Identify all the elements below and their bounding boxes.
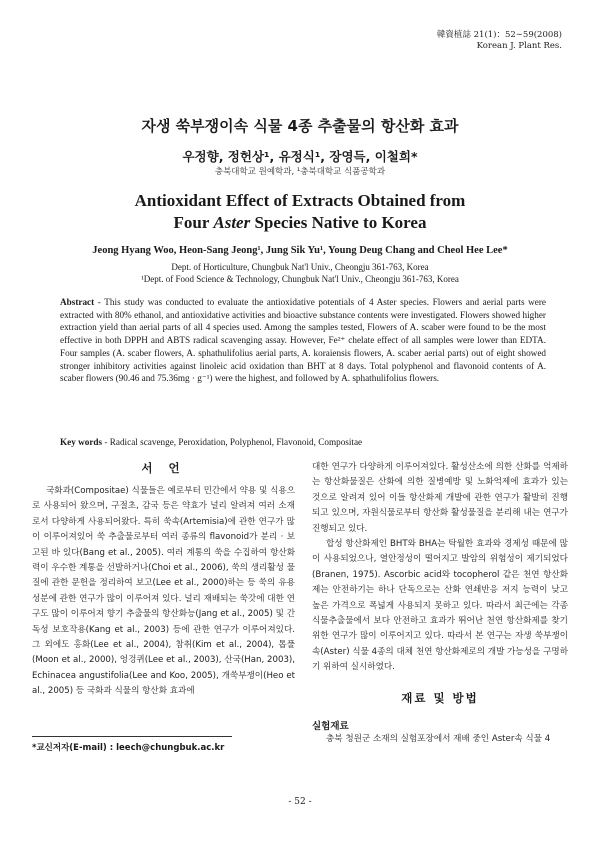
- english-affiliation-1: Dept. of Horticulture, Chungbuk Nat'l Univ., Cheongju 361-763, Korea: [171, 262, 429, 272]
- english-title-pre: Four: [173, 213, 214, 232]
- materials-paragraph-1: 충북 청원군 소재의 실험포장에서 재배 중인 Aster속 식물 4: [326, 733, 551, 744]
- corresponding-author-footnote: *교신저자(E-mail) : leech@chungbuk.ac.kr: [32, 743, 225, 753]
- english-title-italic: Aster: [213, 213, 251, 232]
- keywords-text: - Radical scavenge, Peroxidation, Polyphenol, Flavonoid, Compositae: [102, 437, 363, 447]
- journal-info: [437, 30, 562, 52]
- materials-text: [312, 732, 568, 747]
- korean-affiliation: 충북대학교 원예학과, ¹충북대학교 식품공학과: [214, 167, 386, 177]
- page-number: - 52 -: [288, 797, 312, 807]
- section-introduction-heading: 서 언: [141, 461, 186, 475]
- keywords: [60, 436, 546, 448]
- english-authors: Jeong Hyang Woo, Heon-Sang Jeong¹, Jung Sik Yu¹, Young Deug Chang and Cheol Hee Lee*: [92, 245, 508, 256]
- abstract-text: - This study was conducted to evaluate the antioxidative potentials of 4 Aster species. Flowers and aerial parts were extracted with 80% ethanol, and antioxidative activities and bioactive substance contents were investigated. Flowers showed higher extraction yield than aerial parts of all 4 species used. Among the samples tested, Flowers of A. scaber were found to be the most effective in both DPPH and ABTS radical scavenging assay. However, Fe²⁺ chelate effect of all samples were lower than EDTA. Four samples (A. scaber flowers, A. sphathulifolius aerial parts, A. koraiensis flowers, A. scaber aerial parts) out of eight showed stronger inhibitory activities against linoleic acid oxidation than BHT at 8 days. Total polyphenol and flavonoid contents of A. scaber flowers (90.46 and 75.36mg · g⁻¹) were the highest, and followed by A. sphathulifolius flowers.: [60, 297, 546, 384]
- left-column-text: [32, 484, 295, 700]
- english-title: [0, 190, 600, 234]
- english-title-line2: [0, 212, 600, 234]
- left-column: [32, 460, 295, 700]
- intro-paragraph-3: 합성 항산화제인 BHT와 BHA는 탁월한 효과와 경제성 때문에 많이 사용되었으나, 열안정성이 떨어지고 발암의 위험성이 제기되었다(Branen, 1975). Ascorbic acid와 tocopherol 같은 천연 항산화제는 안전하기는 하나 단독으로는 산화 연쇄반응 저지 능력이 낮고 높은 가격으로 폭넓게 사용되지 못하고 있다. 따라서 최근에는 각종 식물추출물에서 보다 안전하고 효과가 뛰어난 천연 항산화제를 찾기 위한 연구가 많이 이루어지고 있다. 따라서 본 연구는 자생 쑥부쟁이속(Aster) 식물 4종의 대체 천연 항산화제로의 개발 가능성을 구명하기 위하여 실시하였다.: [312, 539, 568, 673]
- journal-name: Korean J. Plant Res.: [476, 41, 562, 51]
- abstract-label: Abstract: [60, 297, 95, 307]
- right-column: [312, 460, 568, 747]
- journal-citation: 韓資植誌 21(1)：52∼59(2008): [436, 30, 562, 40]
- intro-paragraph-2: 대한 연구가 다양하게 이루어져있다. 활성산소에 의한 산화를 억제하는 항산화물질은 산화에 의한 질병예방 및 노화억제에 효과가 있는 것으로 알려져 있어 이들 항산화제 개발에 관한 연구가 활발히 진행되고 있으며, 자원식물로부터 항산화 활성물질을 분리해 내는 연구가 진행되고 있다.: [312, 462, 568, 534]
- english-title-post: Species Native to Korea: [250, 213, 427, 232]
- english-affiliation-2: ¹Dept. of Food Science & Technology, Chungbuk Nat'l Univ., Cheongju 361-763, Korea: [141, 274, 459, 284]
- abstract: [60, 296, 546, 385]
- english-title-line1: Antioxidant Effect of Extracts Obtained from: [134, 191, 466, 210]
- right-column-text: [312, 460, 568, 676]
- intro-paragraph-1: 국화과(Compositae) 식물들은 예로부터 민간에서 약용 및 식용으로 사용되어 왔으며, 구절초, 감국 등은 약효가 널리 알려져 여러 소재로서 다양하게 사용되어왔다. 특히 쑥속(Artemisia)에 관한 연구가 많이 이루어져있어 쑥 추출물로부터 여러 종류의 flavonoid가 분리 · 보고된 바 있다(Bang et al., 2005). 여러 계통의 쑥을 수집하여 항산화력이 우수한 계통을 선발하거나(Choi et al., 2006), 쑥의 생리활성 물질에 관한 문헌을 정리하여 보고(Lee et al., 2000)하는 등 쑥의 유용성분에 관한 연구가 많이 이루어져 있다. 널리 재배되는 쑥갓에 대한 연구도 많이 이루어져 향기 추출물의 항산화능(Jang et al., 2005) 및 간독성 보호작용(Kang et al., 2003) 등에 관한 연구가 이루어져있다. 그 외에도 홍화(Lee et al., 2004), 참취(Kim et al., 2004), 톱풀(Moon et al., 2000), 엉겅퀴(Lee et al., 2003), 산국(Han, 2003), Echinacea angustifolia(Lee and Koo, 2005), 개쑥부쟁이(Heo et al., 2005) 등 국화과 식물의 항산화 효과에: [32, 486, 295, 697]
- section-methods-heading: 재료 및 방법: [401, 690, 479, 705]
- korean-title: 자생 쑥부쟁이속 식물 4종 추출물의 항산화 효과: [141, 117, 459, 135]
- subsection-materials-heading: 실험재료: [312, 720, 349, 732]
- english-affiliation: [0, 261, 600, 285]
- korean-authors: 우정향, 정헌상¹, 유정식¹, 장영득, 이철희*: [182, 149, 418, 164]
- keywords-label: Key words: [60, 437, 103, 447]
- footnote-divider: [32, 736, 232, 737]
